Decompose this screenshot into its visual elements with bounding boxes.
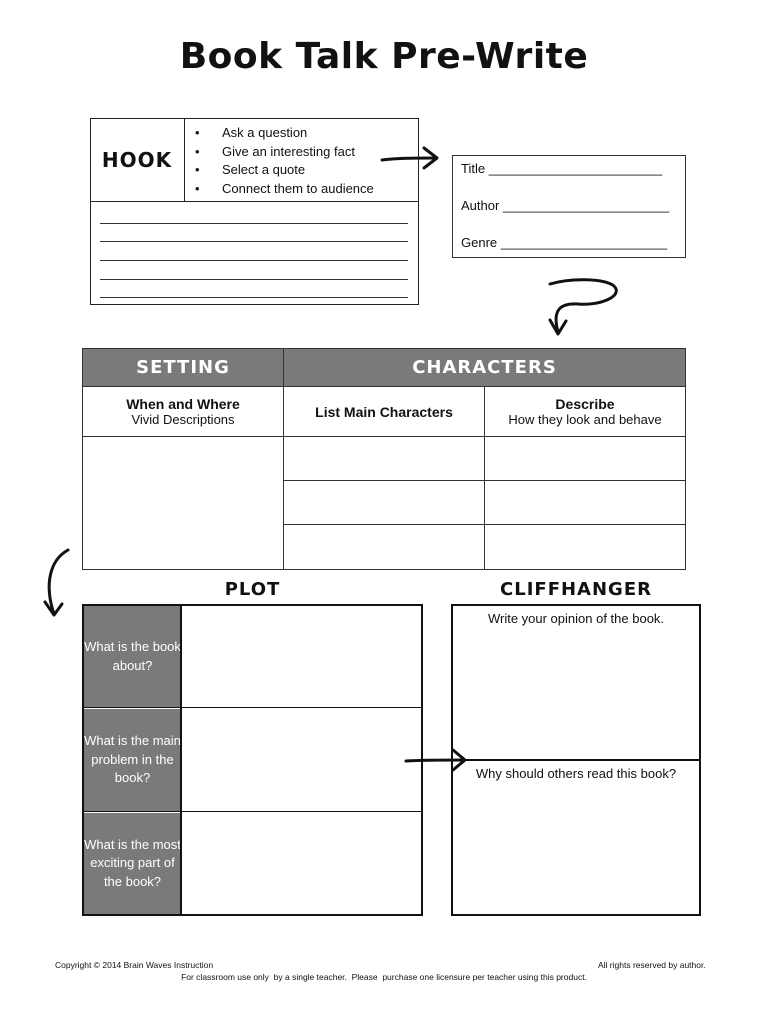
plot-divider <box>83 707 422 708</box>
plot-question-label: What is the main problem in the book? <box>84 709 181 811</box>
book-genre-label: Genre <box>461 235 498 250</box>
curved-arrow-down-icon <box>40 546 76 620</box>
rights-text: All rights reserved by author. <box>598 960 706 970</box>
opinion-prompt: Write your opinion of the book. <box>487 611 665 626</box>
copyright-text: Copyright © 2014 Brain Waves Instruction <box>55 960 214 970</box>
book-title-blank: ________________________ <box>488 161 663 176</box>
plot-question-label: What is the book about? <box>84 606 181 707</box>
setting-answer-cell[interactable] <box>83 437 283 569</box>
describe-answer-cell[interactable] <box>485 437 685 480</box>
hook-writing-line[interactable] <box>100 297 408 298</box>
setting-column-title: When and Where <box>126 396 240 412</box>
hook-divider <box>90 201 419 202</box>
describe-answer-cell[interactable] <box>485 481 685 524</box>
book-author-label: Author <box>461 198 500 213</box>
hook-tip: • Ask a question <box>192 124 417 143</box>
license-text: For classroom use only by a single teacher. Please purchase one licensure per teacher using this product. <box>181 972 587 982</box>
setting-column-heading <box>83 387 283 436</box>
describe-answer-cell[interactable] <box>485 525 685 569</box>
plot-answer-cell[interactable] <box>182 606 421 707</box>
cliffhanger-divider <box>452 759 700 761</box>
character-answer-cell[interactable] <box>284 525 484 569</box>
book-author-field[interactable] <box>461 198 669 213</box>
plot-label: PLOT <box>224 579 281 600</box>
arrow-right-icon <box>380 146 440 172</box>
book-author-blank: _______________________ <box>502 198 670 213</box>
plot-question-label: What is the most exciting part of the book? <box>84 813 181 914</box>
opinion-answer-area[interactable] <box>453 632 699 757</box>
recommend-answer-area[interactable] <box>453 788 699 914</box>
plot-answer-cell[interactable] <box>182 709 421 811</box>
describe-column-title: Describe <box>555 396 615 412</box>
book-title-label: Title <box>461 161 486 176</box>
book-genre-field[interactable] <box>461 235 667 250</box>
hook-tip: • Give an interesting fact <box>192 143 417 162</box>
hook-writing-line[interactable] <box>100 241 408 242</box>
cliffhanger-label: CLIFFHANGER <box>500 579 652 600</box>
book-title-field[interactable] <box>461 161 662 176</box>
character-answer-cell[interactable] <box>284 481 484 524</box>
setting-column-subtitle: Vivid Descriptions <box>131 412 235 427</box>
hook-writing-line[interactable] <box>100 279 408 280</box>
curved-arrow-down-icon <box>540 276 624 338</box>
hook-label: HOOK <box>90 118 185 202</box>
hook-tip: • Select a quote <box>192 161 417 180</box>
book-genre-blank: _______________________ <box>500 235 668 250</box>
character-answer-cell[interactable] <box>284 437 484 480</box>
characters-column-heading <box>284 387 484 436</box>
describe-column-subtitle: How they look and behave <box>508 412 662 427</box>
plot-divider <box>83 811 422 812</box>
characters-column-title: List Main Characters <box>315 403 453 420</box>
setting-header: SETTING <box>83 349 283 386</box>
page-title: Book Talk Pre-Write <box>179 36 589 77</box>
characters-header: CHARACTERS <box>284 349 685 386</box>
hook-writing-line[interactable] <box>100 260 408 261</box>
plot-answer-cell[interactable] <box>182 813 421 914</box>
recommend-prompt: Why should others read this book? <box>475 766 677 781</box>
hook-writing-line[interactable] <box>100 223 408 224</box>
hook-tip: • Connect them to audience <box>192 180 417 199</box>
describe-column-heading <box>485 387 685 436</box>
